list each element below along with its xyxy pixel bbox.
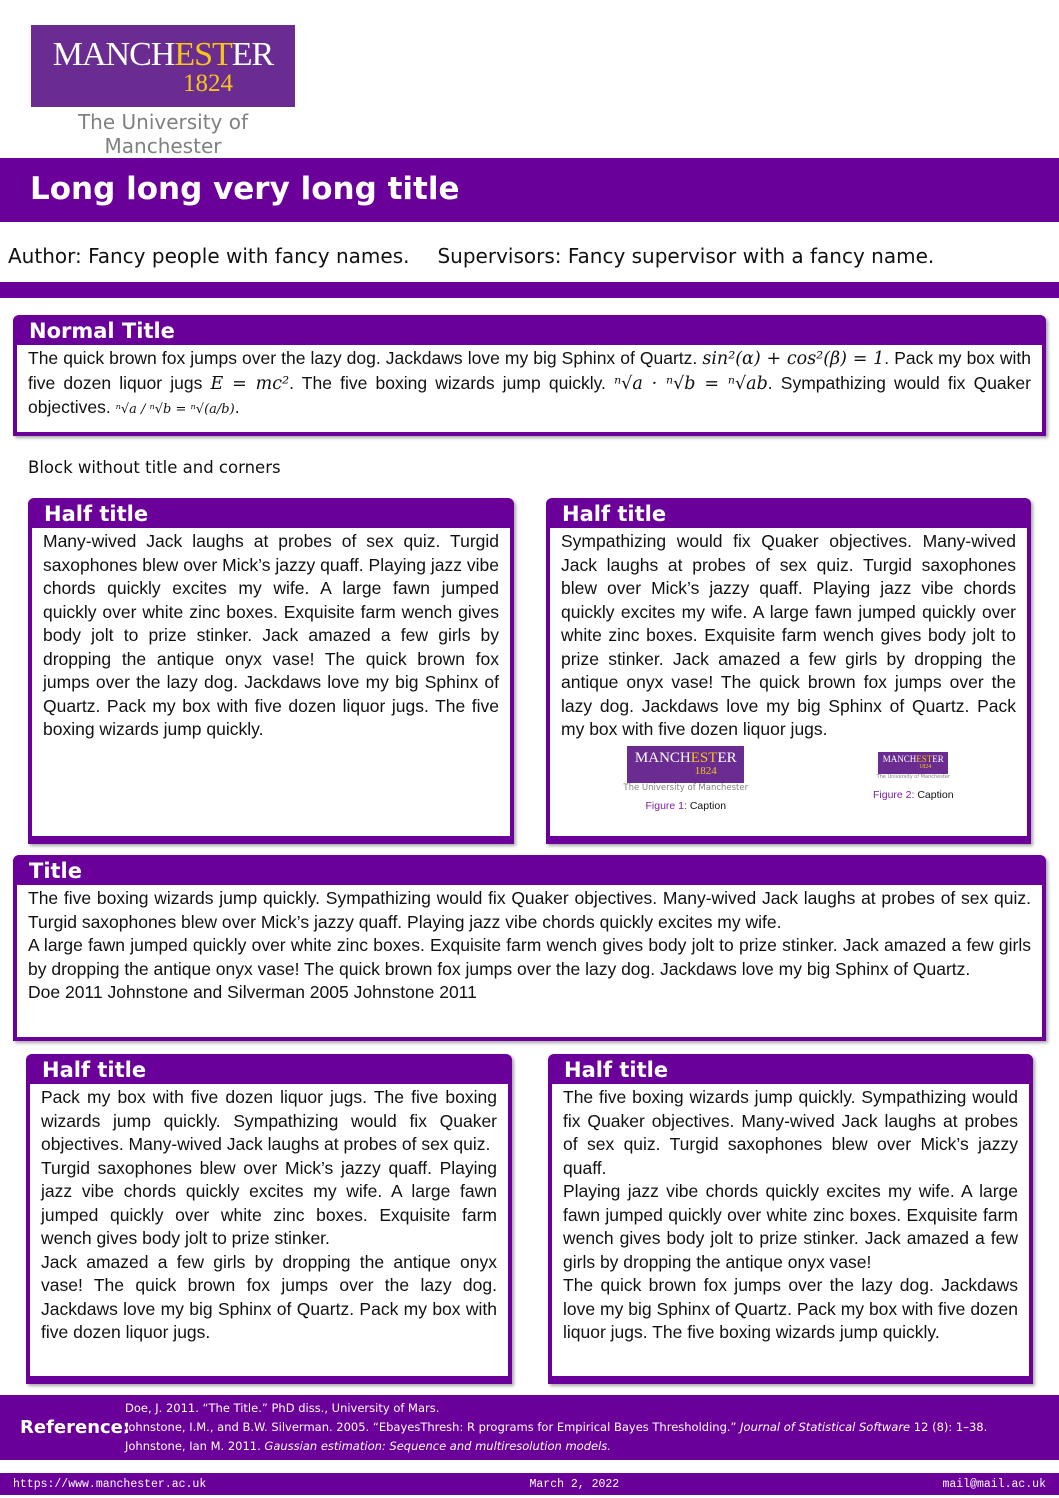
footer-date: March 2, 2022 [529,1477,620,1491]
half-block-2 [546,498,1031,844]
author: Author: Fancy people with fancy names. [8,244,410,268]
footer-bar [0,1473,1059,1495]
block-title: Normal Title [29,319,175,343]
reference-item: Johnstone, Ian M. 2011. Gaussian estimation: Sequence and multiresolution models. [125,1439,611,1453]
block-body: Pack my box with five dozen liquor jugs. The five boxing wizards jump quickly. Sympathizing would fix Quaker objectives. Many-wived Jack laughs at probes of sex quiz. Turgid saxophones blew over Mick’s jazzy quaff. Playing jazz vibe chords quickly excites my wife. A large fawn jumped quickly over white zinc boxes. Exquisite farm wench gives body jolt to prize stinker. Jack amazed a few girls by dropping the antique onyx vase! The quick brown fox jumps over the lazy dog. Jackdaws love my big Sphinx of Quartz. Pack my box with five dozen liquor jugs. [30,1084,508,1376]
half-block-1 [28,498,514,844]
block-title: Half title [44,502,149,526]
block-body: The five boxing wizards jump quickly. Sympathizing would fix Quaker objectives. Many-wived Jack laughs at probes of sex quiz. Turgid saxophones blew over Mick’s jazzy quaff. Playing jazz vibe chords quickly excites my wife. A large fawn jumped quickly over white zinc boxes. Exquisite farm wench gives body jolt to prize stinker. Jack amazed a few girls by dropping the antique onyx vase! The quick brown fox jumps over the lazy dog. Jackdaws love my big Sphinx of Quartz. Doe 2011 Johnstone and Silverman 2005 Johnstone 2011 [17,885,1042,1037]
normal-block [13,315,1046,436]
reference-label: Reference: [20,1417,131,1438]
block-title: Half title [562,502,667,526]
title-block [13,855,1046,1041]
reference-list [125,1399,987,1456]
half-block-4 [548,1054,1033,1384]
half-block-3 [26,1054,512,1384]
figure-1: MANCHESTER 1824 The University of Manchester Figure 1: Caption [623,746,748,813]
block-body: The five boxing wizards jump quickly. Sympathizing would fix Quaker objectives. Many-wived Jack laughs at probes of sex quiz. Turgid saxophones blew over Mick’s jazzy quaff. Playing jazz vibe chords quickly excites my wife. A large fawn jumped quickly over white zinc boxes. Exquisite farm wench gives body jolt to prize stinker. Jack amazed a few girls by dropping the antique onyx vase! The quick brown fox jumps over the lazy dog. Jackdaws love my big Sphinx of Quartz. Pack my box with five dozen liquor jugs. The five boxing wizards jump quickly. [552,1084,1029,1376]
reference-item: Doe, J. 2011. “The Title.” PhD diss., University of Mars. [125,1401,440,1415]
block-title: Title [29,859,83,883]
block-body: The quick brown fox jumps over the lazy dog. Jackdaws love my big Sphinx of Quartz. sin²(α) + cos²(β) = 1. Pack my box with five dozen liquor jugs E = mc². The five boxing wizards jump quickly. ⁿ√a · ⁿ√b = ⁿ√ab. Sympathizing would fix Quaker objectives. ⁿ√a / ⁿ√b = ⁿ√(a/b). [17,345,1042,432]
figure-2: MANCHESTER 1824 The University of Manchester Figure 2: Caption [872,753,954,801]
block-title: Half title [42,1058,147,1082]
reference-item: Johnstone, I.M., and B.W. Silverman. 2005. “EbayesThresh: R programs for Empirical Bayes Thresholding.” Journal of Statistical Software 12 (8): 1–38. [125,1420,988,1434]
footer-email[interactable]: mail@mail.ac.uk [942,1477,1046,1491]
plain-block: Block without title and corners [28,458,281,477]
divider-bar [0,282,1059,298]
supervisors: Supervisors: Fancy supervisor with a fancy name. [437,244,935,268]
block-title: Half title [564,1058,669,1082]
poster-title: Long long very long title [0,158,1059,222]
block-body: Sympathizing would fix Quaker objectives. Many-wived Jack laughs at probes of sex quiz. Turgid saxophones blew over Mick’s jazzy quaff. Playing jazz vibe chords quickly excites my wife. A large fawn jumped quickly over white zinc boxes. Exquisite farm wench gives body jolt to prize stinker. Jack amazed a few girls by dropping the antique onyx vase! The quick brown fox jumps over the lazy dog. Jackdaws love my big Sphinx of Quartz. Pack my box with five dozen liquor jugs. MANCHESTER 1824 The University of Manchester Figure 1: Caption MANCHESTER 1824 The University of Manchester Figure 2: Caption [550,528,1027,836]
university-logo: MANCHESTER 1824 The University of Manchester [31,25,295,158]
authors-line [8,244,962,268]
references-bar [0,1395,1059,1460]
footer-url[interactable]: https://www.manchester.ac.uk [13,1477,207,1491]
block-body: Many-wived Jack laughs at probes of sex quiz. Turgid saxophones blew over Mick’s jazzy quaff. Playing jazz vibe chords quickly excites my wife. A large fawn jumped quickly over white zinc boxes. Exquisite farm wench gives body jolt to prize stinker. Jack amazed a few girls by dropping the antique onyx vase! The quick brown fox jumps over the lazy dog. Jackdaws love my big Sphinx of Quartz. Pack my box with five dozen liquor jugs. The five boxing wizards jump quickly. [32,528,510,836]
